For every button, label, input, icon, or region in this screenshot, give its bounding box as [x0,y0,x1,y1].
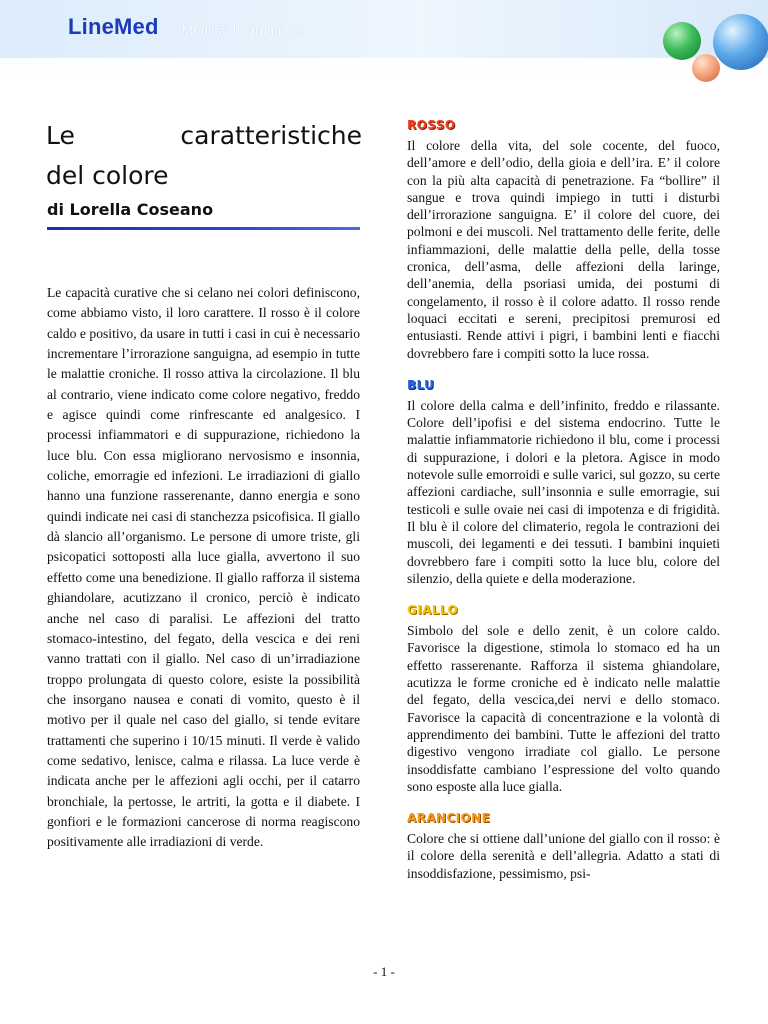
brand-part1: Line [68,14,115,39]
green-sphere-icon [663,22,701,60]
section-heading-arancione: ARANCIONE [407,811,491,826]
section-text-rosso: Il colore della vita, del sole cocente, del fuoco, dell’amore e dell’odio, della gioia e dell’ira. E’ il colore con la più alta capacità di penetrazione. Fa “bollire” il sangue e trova quindi impiego in tutti i disturbi dell’irrorazione sanguigna. E’ il colore del cuore, dei polmoni e dei muscoli. Nel trattamento delle ferite, delle infiammazioni, delle malattie della pelle, della tosse cronica, dell’asma, delle affezioni della laringe, dell’anemia, della psoriasi umida, dei postumi di congelamento, il rosso è il colore adatto. Il rosso rende loquaci eccitati e sereni, precipitosi premurosi ed entusiasti. Rende attivi i pigri, i bambini lenti e fiacchi dovrebbero fare i compiti sotto la luce rossa. [407,138,720,361]
brand-part2: Med [114,14,159,39]
intro-paragraph: Le capacità curative che si celano nei colori definiscono, come abbiamo visto, il loro carattere. Il rosso è il colore caldo e positivo, da usare in tutti i casi in cui è necessario incrementare l’irrorazione sanguigna, ad esempio in tutte le malattie croniche. Il rosso attiva la circolazione. Il blu al contrario, viene indicato come colore negativo, freddo e agisce quindi come rinfrescante ed analgesico. I processi infiammatori e di suppurazione, richiedono la luce blu. Con essa migliorano nervosismo e insonnia, coliche, emorragie ed infezioni. Le irradiazioni di giallo hanno una funzione rasserenante, danno energia e sono quindi indicate nei casi di stanchezza psicofisica. Il giallo dà slancio all’organismo. Le persone di umore triste, gli psicopatici sottoposti alla luce gialla, avvertono il suo effetto come una benedizione. Il giallo rafforza il sistema ghiandolare, acutizzano il cronico, perciò è indicato anche nel caso di paralisi. Le affezioni del tratto stomaco-intestino, del fegato, della vescica e dei reni vanno trattati con il giallo. Nel caso di un’irradiazione troppo prolungata di questo colore, esiste la possibilità che insorgano nausea e conati di vomito, questo è il motivo per il quale nel caso del giallo, si tende evitare trattamenti che superino i 10/15 minuti. Il verde è valido come sedativo, lenisce, calma e rilassa. La luce verde è indicata anche per le affezioni agli occhi, per il catarro bronchiale, la pertosse, le artriti, la gotta e il diabete. I gonfiori e le formazioni cancerose di norma reagiscono positivamente alle irradiazioni di verde. [47,285,360,850]
title-underline [47,227,360,230]
brand-tagline: Medical Instruments [182,23,305,38]
article-title [46,116,362,196]
title-word-1: Le [46,121,75,150]
article-author: di Lorella Coseano [47,200,214,219]
section-blu [407,376,720,587]
section-arancione [407,809,720,882]
page-number: - 1 - [373,964,395,979]
section-heading-blu: BLU [407,377,435,392]
brand-logo [68,14,159,40]
title-word-2: caratteristiche [180,121,362,150]
title-line-2: del colore [46,161,169,190]
section-text-arancione: Colore che si ottiene dall’unione del giallo con il rosso: è il colore della serenità e dell’allegria. Adatto a stati di insoddisfazione, pessimismo, psi- [407,831,720,881]
section-heading-rosso: ROSSO [407,118,456,132]
section-text-giallo: Simbolo del sole e dello zenit, è un colore caldo. Favorisce la digestione, stimola lo stomaco ed ha un effetto rasserenante. Rafforza il sistema ghiandolare, acutizza le forme croniche ed è indicato nelle malattie del fegato, della vescica,dei nervi e dello stomaco. Favorisce la capacità di concentrazione e la volontà di apprendimento dei bambini. Tutte le affezioni del tratto digestivo vengono irradiate col giallo. Le persone insoddisfatte cambiano l’espressione del volto quando sono esposte alla luce gialla. [407,623,720,794]
section-text-blu: Il colore della calma e dell’infinito, freddo e rilassante. Colore dell’ipofisi e del sistema endocrino. Tutte le malattie infiammatorie richiedono il blu, come i processi di suppurazione, i dolori e la pletora. Agisce in modo notevole sulle emorroidi e sulle varici, sul gozzo, su certe affezioni cardiache, sull’insonnia e sulle emorragie, sui testicoli e sulle ovaie nei casi di impotenza e di frigidità. Il blu è il colore del climaterio, regola le contrazioni dei muscoli, dei legamenti e dei tessuti. I bambini inquieti dovrebbero fare i compiti sotto la luce blu, colore del silenzio, della quiete e della moderazione. [407,397,720,586]
blue-sphere-icon [713,14,768,70]
section-rosso [407,116,720,362]
section-giallo [407,601,720,795]
orange-sphere-icon [692,54,720,82]
color-sections [407,116,720,882]
header-band [0,0,768,78]
section-heading-giallo: GIALLO [407,603,459,618]
